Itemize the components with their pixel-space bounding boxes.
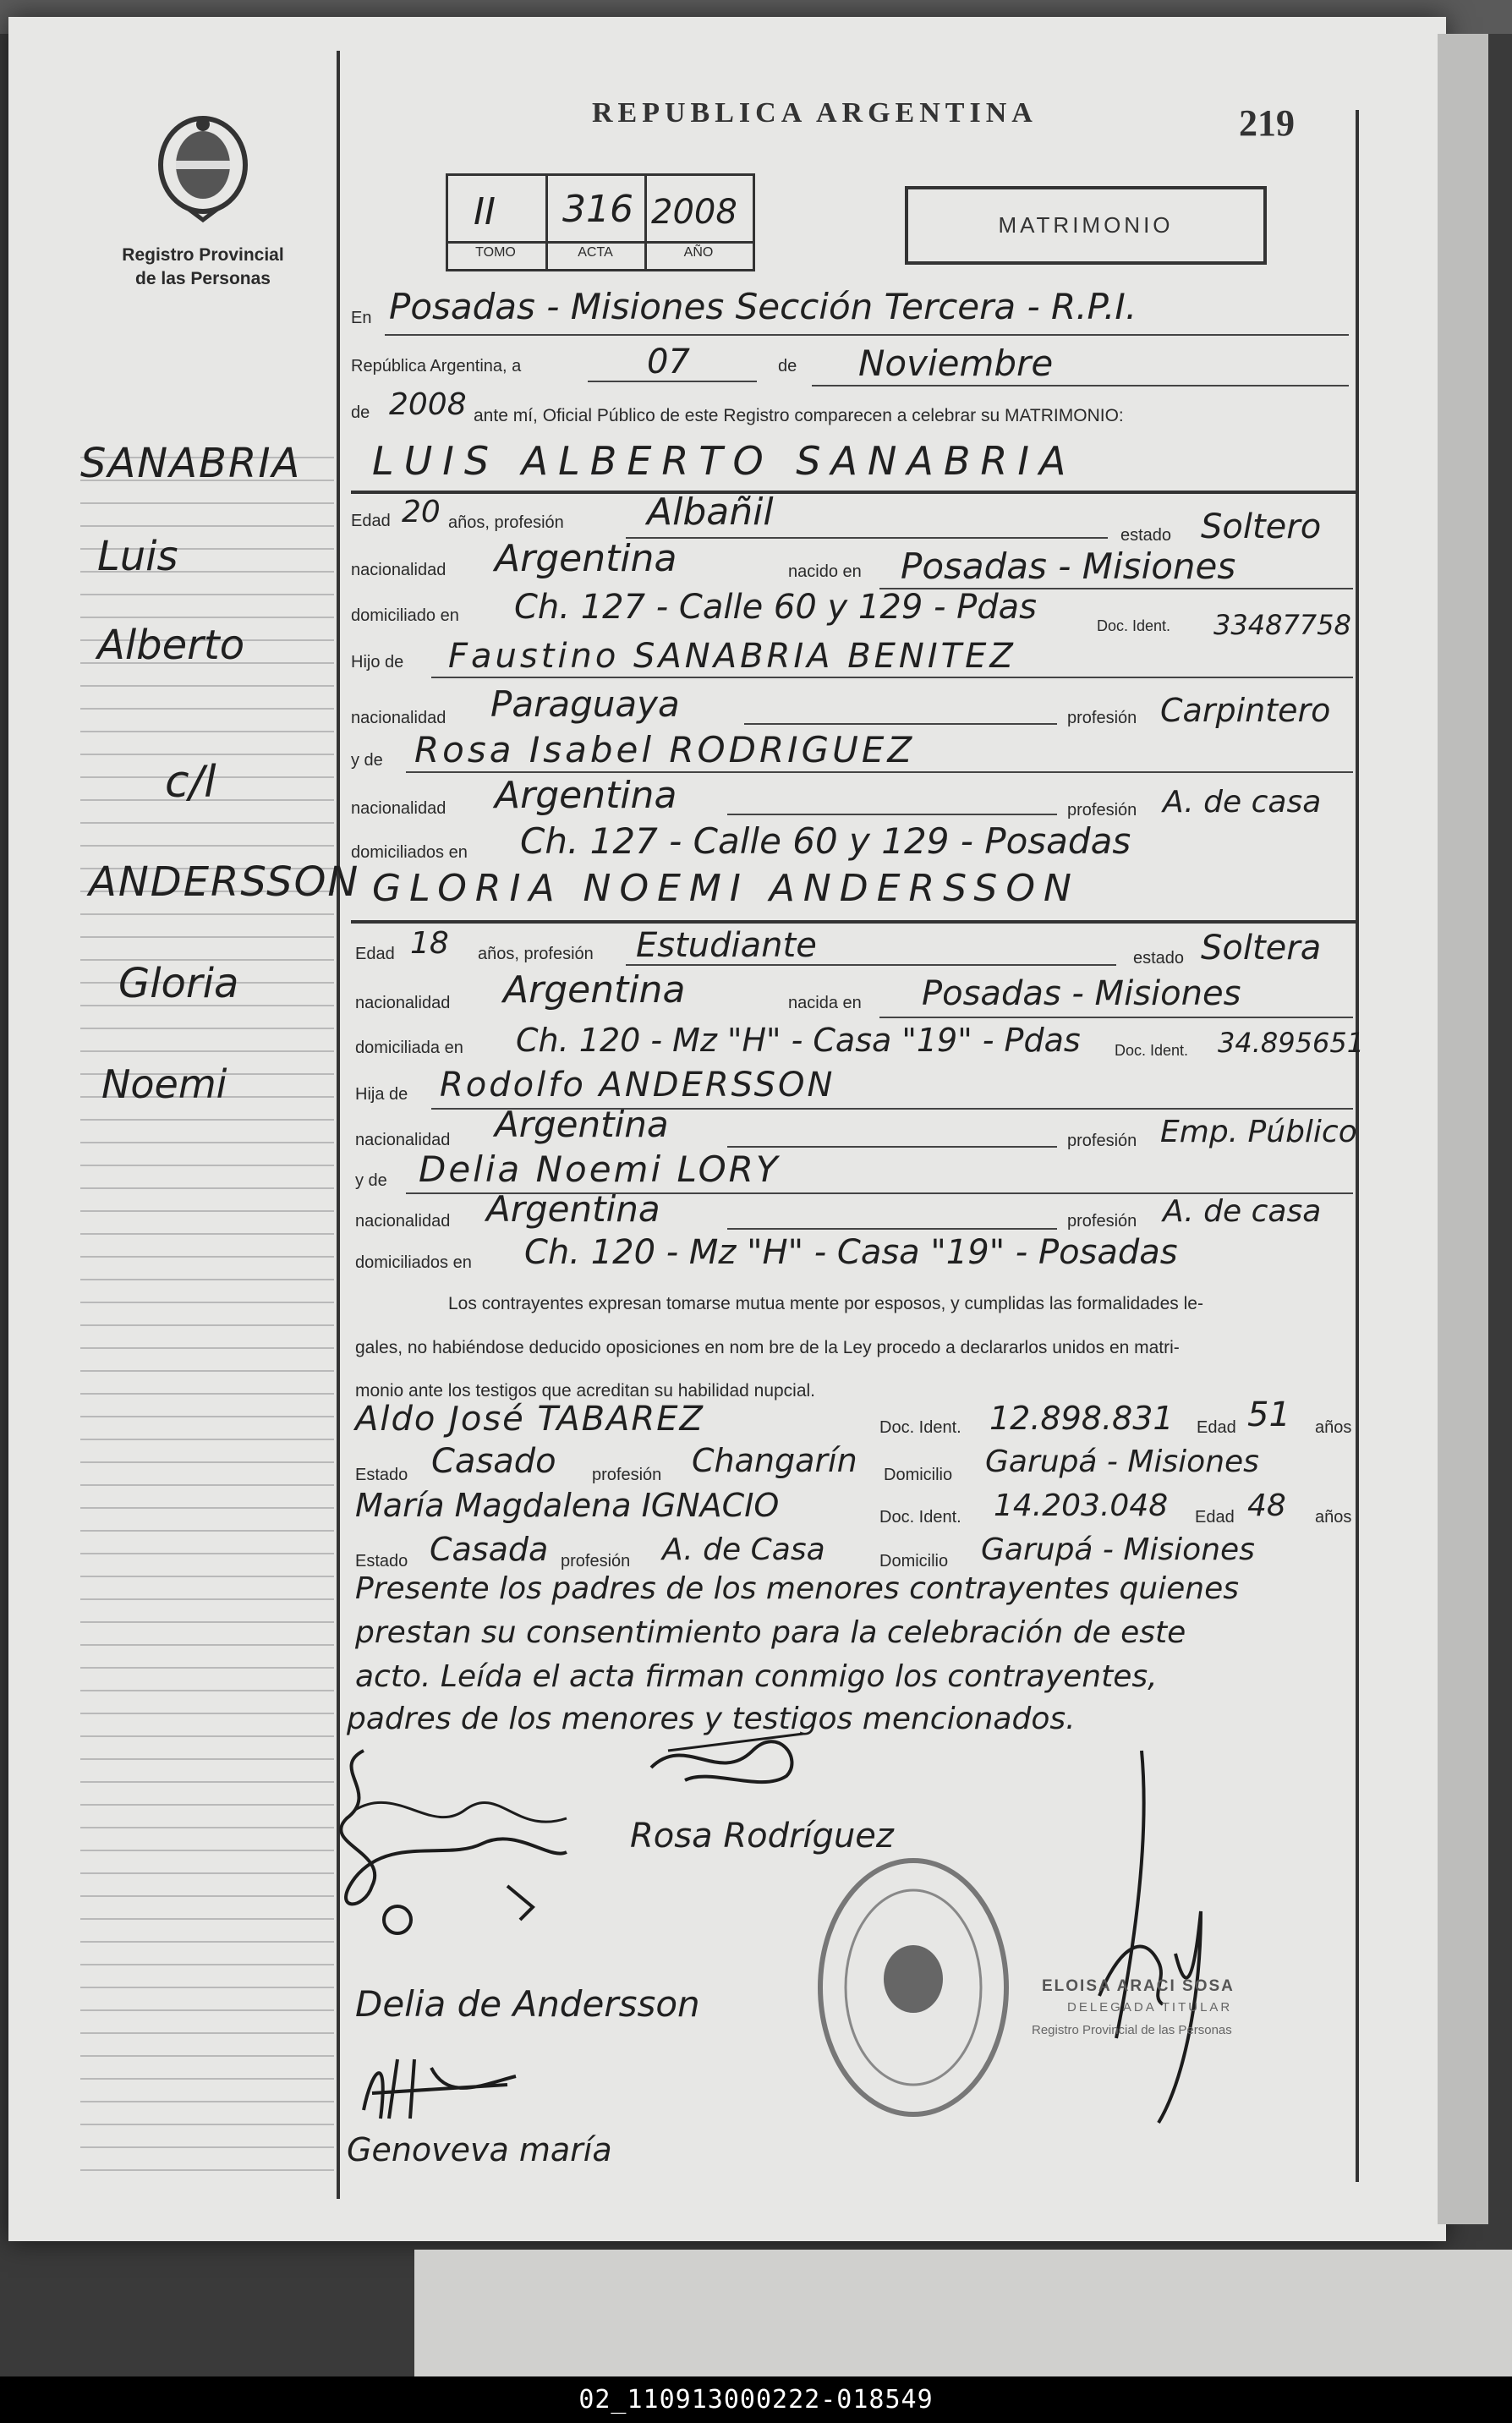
ruled-line	[80, 2101, 334, 2102]
witness1-doc: 12.898.831	[989, 1400, 1174, 1437]
groom-parents-dom: Ch. 127 - Calle 60 y 129 - Posadas	[520, 820, 1131, 862]
groom-doc: 33487758	[1213, 609, 1351, 641]
margin-conjunction: c/l	[165, 757, 216, 808]
ruled-line	[80, 1690, 334, 1691]
bride-full-name: GLORIA NOEMI ANDERSSON	[372, 867, 1080, 910]
ruled-line	[80, 1576, 334, 1577]
record-box-divider	[446, 241, 755, 244]
ruled-line	[80, 1439, 334, 1440]
margin-name-gloria: Gloria	[118, 960, 239, 1007]
groom-yde-label: y de	[351, 751, 383, 770]
ruled-line	[80, 2078, 334, 2080]
groom-father-nac: Paraguaya	[490, 683, 680, 725]
ruled-line	[80, 1941, 334, 1943]
ruled-line	[80, 1165, 334, 1166]
ruled-line	[80, 685, 334, 687]
ruled-line	[80, 1279, 334, 1280]
ruled-line	[80, 1416, 334, 1417]
bride-estado: Soltera	[1201, 929, 1322, 968]
bride-parents-dom-label: domiciliados en	[355, 1253, 472, 1272]
groom-father-prof-label: profesión	[1067, 709, 1137, 727]
act-type-box: MATRIMONIO	[905, 186, 1267, 265]
signature-scribble-2	[634, 1700, 820, 1793]
bride-father-nac-label: nacionalidad	[355, 1131, 451, 1149]
ruled-line	[80, 1461, 334, 1463]
ruled-line	[80, 1050, 334, 1052]
ruled-line	[80, 936, 334, 938]
ruled-line	[80, 1621, 334, 1623]
witness1-anos-label: años	[1315, 1418, 1352, 1437]
acta-label: ACTA	[578, 245, 613, 260]
bride-nac-label: nacionalidad	[355, 994, 451, 1012]
image-id-footer: 02_110913000222-018549	[0, 2376, 1512, 2423]
ruled-line	[80, 1598, 334, 1600]
ruled-line	[80, 1644, 334, 1646]
groom-estado-label: estado	[1120, 526, 1172, 545]
ruled-line	[80, 1484, 334, 1486]
official-signature	[1082, 1742, 1218, 2131]
margin-name-luis: Luis	[97, 533, 178, 580]
ruled-line	[80, 1324, 334, 1326]
official-title: DELEGADA TITULAR	[1067, 2000, 1233, 2015]
note-line4: padres de los menores y testigos mencionados.	[347, 1702, 1076, 1736]
bride-profesion: Estudiante	[636, 926, 817, 965]
witness1-domicilio: Garupá - Misiones	[985, 1444, 1259, 1479]
margin-name-alberto: Alberto	[97, 622, 245, 669]
bride-yde-label: y de	[355, 1171, 387, 1190]
groom-edad-label: Edad	[351, 512, 391, 530]
bride-father: Rodolfo ANDERSSON	[440, 1066, 835, 1105]
groom-edad: 20	[402, 495, 441, 529]
witness2-prof-label: profesión	[561, 1552, 631, 1571]
witness1-profesion: Changarín	[692, 1442, 857, 1479]
ruled-line	[80, 1142, 334, 1143]
ruled-line	[80, 1850, 334, 1851]
bride-edad-label: Edad	[355, 945, 395, 963]
bride-dom-label: domiciliada en	[355, 1039, 463, 1057]
signature-scribble-1	[313, 1717, 609, 1937]
next-page-strip	[414, 2250, 1512, 2376]
bride-father-prof: Emp. Público	[1160, 1115, 1357, 1149]
bride-estado-label: estado	[1133, 949, 1185, 968]
official-name: ELOISA ARACI SOSA	[1042, 1977, 1235, 1995]
ruled-line	[80, 1804, 334, 1806]
bride-edad: 18	[410, 926, 449, 961]
intro-text: ante mí, Oficial Público de este Registro comparecen a celebrar su MATRIMONIO:	[474, 406, 1124, 425]
ruled-line	[80, 1667, 334, 1669]
signature-scribble-3	[347, 2034, 533, 2135]
tomo-label: TOMO	[475, 245, 516, 260]
witness1-dom-label: Domicilio	[884, 1466, 953, 1484]
year-value: 2008	[389, 387, 467, 422]
bride-nacida-en: Posadas - Misiones	[922, 974, 1241, 1013]
declaration-line3: monio ante los testigos que acreditan su habilidad nupcial.	[355, 1381, 816, 1401]
witness2-edad-label: Edad	[1195, 1508, 1235, 1527]
ruled-line	[80, 502, 334, 504]
ruled-line	[80, 594, 334, 595]
bride-mother-nac-label: nacionalidad	[355, 1212, 451, 1231]
bride-father-nac: Argentina	[495, 1104, 669, 1145]
ruled-line	[80, 845, 334, 847]
ruled-line	[80, 1895, 334, 1897]
groom-nacionalidad: Argentina	[495, 537, 677, 580]
registry-name-line1: Registro Provincial	[122, 245, 284, 265]
groom-mother-prof-label: profesión	[1067, 801, 1137, 820]
groom-mother-prof: A. de casa	[1163, 785, 1322, 820]
official-seal-icon	[812, 1852, 1015, 2123]
anio-value: 2008	[651, 193, 737, 232]
ruled-line	[80, 525, 334, 527]
place-value: Posadas - Misiones Sección Tercera - R.P.I.	[389, 286, 1137, 327]
declaration-line2: gales, no habiéndose deducido oposiciones en nom bre de la Ley procedo a declararlos unidos en matri-	[355, 1338, 1180, 1357]
ruled-line	[80, 1530, 334, 1532]
groom-nacido-label: nacido en	[788, 562, 862, 581]
de-label: de	[778, 357, 797, 376]
ruled-line	[80, 1347, 334, 1349]
ruled-line	[80, 1758, 334, 1760]
declaration-line1: Los contrayentes expresan tomarse mutua mente por esposos, y cumplidas las formalidades le-	[448, 1294, 1203, 1313]
note-line1: Presente los padres de los menores contrayentes quienes	[355, 1571, 1239, 1606]
signature-bottom: Genoveva maría	[347, 2131, 612, 2168]
groom-domicilio: Ch. 127 - Calle 60 y 129 - Pdas	[514, 588, 1037, 627]
ruled-line	[80, 1119, 334, 1121]
groom-mother-nac-label: nacionalidad	[351, 799, 446, 818]
registry-name-line2: de las Personas	[135, 269, 271, 288]
ruled-line	[80, 1233, 334, 1235]
witness1-estado-label: Estado	[355, 1466, 408, 1484]
ruled-line	[80, 1256, 334, 1258]
de2-label: de	[351, 403, 370, 422]
groom-doc-label: Doc. Ident.	[1097, 617, 1171, 634]
witness1-doc-label: Doc. Ident.	[879, 1418, 961, 1437]
ruled-line	[80, 617, 334, 618]
groom-profesion: Albañil	[647, 491, 774, 534]
page-number: 219	[1239, 102, 1295, 144]
anio-label: AÑO	[683, 245, 714, 260]
ruled-line	[80, 2032, 334, 2034]
bride-domicilio: Ch. 120 - Mz "H" - Casa "19" - Pdas	[516, 1022, 1081, 1059]
bride-mother: Delia Noemi LORY	[419, 1148, 781, 1190]
republica-label: República Argentina, a	[351, 357, 522, 376]
ruled-line	[80, 913, 334, 915]
groom-nacido-en: Posadas - Misiones	[901, 545, 1236, 587]
groom-father-nac-label: nacionalidad	[351, 709, 446, 727]
note-line3: acto. Leída el acta firman conmigo los contrayentes,	[355, 1659, 1158, 1694]
witness2-domicilio: Garupá - Misiones	[981, 1532, 1255, 1567]
ruled-line	[80, 2146, 334, 2148]
ruled-line	[80, 708, 334, 710]
official-institution: Registro Provincial de las Personas	[1032, 2023, 1232, 2037]
ruled-line	[80, 1393, 334, 1395]
ruled-line	[80, 1827, 334, 1828]
ruled-line	[80, 1781, 334, 1783]
ruled-line	[80, 822, 334, 824]
bride-parents-dom: Ch. 120 - Mz "H" - Casa "19" - Posadas	[524, 1233, 1178, 1272]
bride-doc: 34.895651	[1218, 1027, 1365, 1059]
en-label: En	[351, 309, 372, 327]
ruled-line	[80, 1302, 334, 1303]
witness2-doc: 14.203.048	[994, 1488, 1169, 1523]
ruled-line	[80, 2009, 334, 2011]
acta-value: 316	[562, 188, 633, 231]
bride-mother-nac: Argentina	[486, 1188, 660, 1230]
ruled-line	[80, 1028, 334, 1029]
country-title: REPUBLICA ARGENTINA	[592, 97, 1038, 129]
ruled-line	[80, 754, 334, 755]
witness2-estado: Casada	[430, 1531, 549, 1568]
bride-mother-prof: A. de casa	[1163, 1194, 1322, 1229]
ruled-line	[80, 1507, 334, 1509]
month-value: Noviembre	[858, 343, 1054, 384]
groom-dom-label: domiciliado en	[351, 606, 459, 625]
groom-profesion-label: años, profesión	[448, 513, 564, 532]
groom-full-name: LUIS ALBERTO SANABRIA	[372, 438, 1076, 484]
witness2-edad: 48	[1247, 1488, 1286, 1523]
ruled-line	[80, 1553, 334, 1554]
margin-name-noemi: Noemi	[101, 1061, 227, 1107]
bride-nacionalidad: Argentina	[503, 968, 686, 1011]
ruled-line	[80, 731, 334, 732]
signature-delia: Delia de Andersson	[355, 1983, 700, 2025]
tomo-value: II	[474, 190, 496, 233]
bride-doc-label: Doc. Ident.	[1115, 1042, 1189, 1059]
witness2-anos-label: años	[1315, 1508, 1352, 1527]
groom-nac-label: nacionalidad	[351, 561, 446, 579]
signature-rosa: Rosa Rodríguez	[630, 1817, 894, 1856]
ruled-line	[80, 1370, 334, 1372]
groom-parents-dom-label: domiciliados en	[351, 843, 468, 862]
witness1-edad: 51	[1247, 1395, 1290, 1434]
coat-of-arms-icon	[152, 114, 254, 224]
bride-hija-label: Hija de	[355, 1085, 408, 1104]
ruled-line	[80, 1987, 334, 1988]
ruled-line	[80, 1918, 334, 1920]
ruled-line	[80, 2124, 334, 2125]
groom-mother-nac: Argentina	[495, 774, 677, 817]
margin-name-andersson: ANDERSSON	[89, 858, 360, 906]
ruled-line	[80, 2055, 334, 2057]
witness2-dom-label: Domicilio	[879, 1552, 949, 1571]
ruled-line	[80, 1187, 334, 1189]
ruled-line	[80, 1735, 334, 1737]
groom-father: Faustino SANABRIA BENITEZ	[448, 637, 1016, 676]
groom-father-prof: Carpintero	[1160, 692, 1331, 729]
page-edge	[1438, 34, 1488, 2224]
witness1-estado: Casado	[431, 1442, 556, 1481]
ruled-line	[80, 1964, 334, 1965]
ruled-line	[80, 1872, 334, 1874]
day-value: 07	[647, 343, 690, 381]
groom-hijo-label: Hijo de	[351, 653, 404, 672]
ruled-line	[80, 1713, 334, 1714]
witness1-edad-label: Edad	[1197, 1418, 1236, 1437]
note-line2: prestan su consentimiento para la celebración de este	[355, 1615, 1186, 1650]
bride-father-prof-label: profesión	[1067, 1132, 1137, 1150]
bride-mother-prof-label: profesión	[1067, 1212, 1137, 1231]
witness2-doc-label: Doc. Ident.	[879, 1508, 961, 1527]
ruled-line	[80, 2169, 334, 2171]
margin-name-sanabria: SANABRIA	[80, 440, 302, 487]
bride-nacida-label: nacida en	[788, 994, 862, 1012]
groom-mother: Rosa Isabel RODRIGUEZ	[414, 729, 916, 770]
witness2-estado-label: Estado	[355, 1552, 408, 1571]
bride-profesion-label: años, profesión	[478, 945, 594, 963]
witness1-name: Aldo José TABAREZ	[355, 1400, 704, 1439]
witness2-name: María Magdalena IGNACIO	[355, 1487, 780, 1524]
groom-estado: Soltero	[1201, 507, 1322, 546]
ruled-line	[80, 1210, 334, 1212]
witness1-prof-label: profesión	[592, 1466, 662, 1484]
witness2-profesion: A. de Casa	[662, 1532, 825, 1567]
